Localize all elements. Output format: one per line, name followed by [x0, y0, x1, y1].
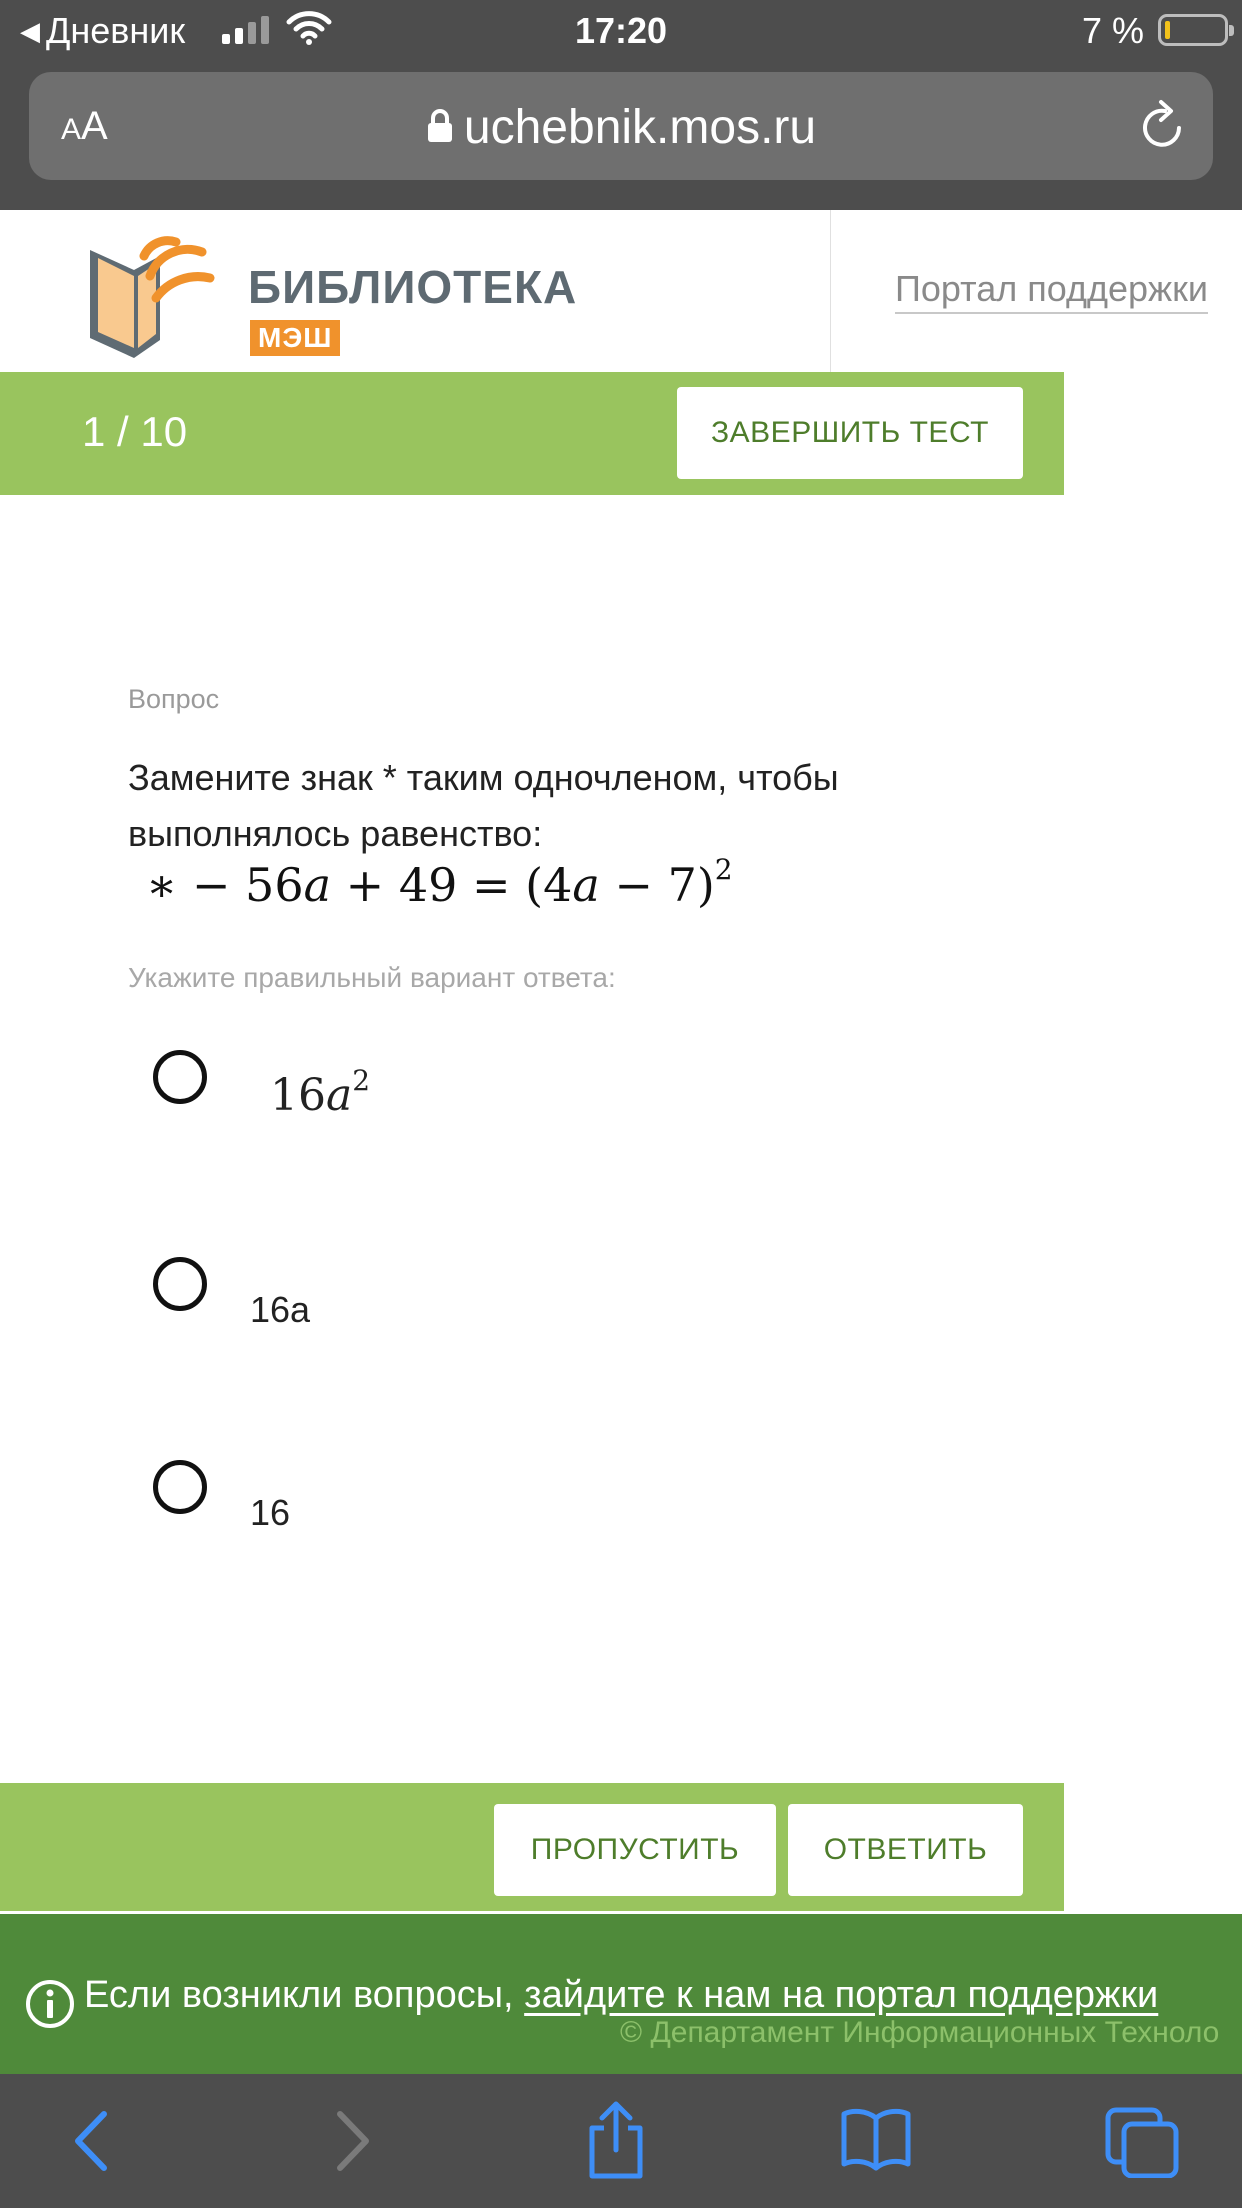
finish-test-button[interactable]: ЗАВЕРШИТЬ ТЕСТ — [677, 387, 1023, 479]
page-footer — [0, 1914, 1242, 2074]
bookmarks-icon[interactable] — [840, 2106, 912, 2172]
answer-hint: Укажите правильный вариант ответа: — [128, 962, 616, 993]
question-label: Вопрос — [128, 684, 220, 714]
option-label: 16 — [250, 1492, 291, 1533]
option-coef: 16 — [270, 1070, 326, 1121]
status-bar — [0, 0, 1242, 62]
option-label: 16a — [250, 1289, 311, 1330]
formula-var: a — [572, 858, 600, 912]
status-time: 17:20 — [574, 10, 668, 51]
browser-toolbar — [0, 2074, 1242, 2208]
lock-icon — [426, 108, 454, 144]
forward-arrow-icon[interactable] — [330, 2106, 374, 2176]
copyright: © Департамент Информационных Техноло — [620, 2016, 1220, 2049]
answer-option[interactable] — [150, 1460, 950, 1560]
answer-option[interactable] — [150, 1050, 950, 1150]
share-icon[interactable] — [584, 2100, 648, 2182]
radio-button[interactable] — [153, 1257, 207, 1311]
library-logo[interactable] — [84, 228, 578, 370]
browser-chrome — [0, 62, 1242, 210]
radio-button[interactable] — [153, 1460, 207, 1514]
address-bar[interactable] — [29, 72, 1213, 180]
answer-action-bar — [0, 1783, 1064, 1911]
battery-icon — [1158, 14, 1228, 46]
formula-mid: + 49 = (4 — [331, 858, 573, 912]
option-var: a — [326, 1070, 353, 1121]
formula-exponent: 2 — [714, 853, 733, 886]
answer-option[interactable] — [150, 1257, 950, 1357]
battery-percent: 7 % — [1081, 10, 1144, 51]
info-icon — [24, 1978, 76, 2030]
question-counter: 1 / 10 — [82, 408, 188, 455]
book-logo-icon — [84, 228, 224, 368]
header-divider — [830, 210, 831, 372]
formula-lhs: ∗ − 56 — [146, 858, 304, 912]
option-exponent: 2 — [352, 1064, 371, 1097]
test-progress-bar — [0, 372, 1064, 495]
question-formula — [146, 853, 733, 912]
formula-rhs: − 7) — [599, 858, 715, 912]
radio-button[interactable] — [153, 1050, 207, 1104]
url-text: uchebnik.mos.ru — [463, 101, 817, 154]
support-portal-footer-link[interactable]: зайдите к нам на портал поддержки — [524, 1974, 1159, 2016]
back-arrow-icon[interactable] — [70, 2106, 114, 2176]
url-display[interactable] — [29, 100, 1213, 155]
option-label — [270, 1064, 371, 1121]
site-header — [0, 210, 1242, 372]
reload-icon[interactable] — [1135, 98, 1189, 154]
tabs-icon[interactable] — [1104, 2106, 1180, 2178]
support-portal-link[interactable]: Портал поддержки — [895, 268, 1208, 314]
question-text: Замените знак * таким одночленом, чтобы выполнялось равенство: — [128, 757, 839, 854]
formula-var: a — [303, 858, 332, 912]
skip-button[interactable]: ПРОПУСТИТЬ — [494, 1804, 776, 1896]
help-message — [84, 1974, 1158, 2017]
text-size-button[interactable]: AA — [61, 104, 108, 148]
back-triangle-icon: ◀ — [20, 15, 40, 46]
help-prefix: Если возникли вопросы, — [84, 1974, 525, 2016]
brand-badge: МЭШ — [250, 320, 340, 356]
brand-name: БИБЛИОТЕКА — [248, 261, 578, 313]
answer-button[interactable]: ОТВЕТИТЬ — [788, 1804, 1023, 1896]
back-app-label: Дневник — [46, 10, 186, 51]
